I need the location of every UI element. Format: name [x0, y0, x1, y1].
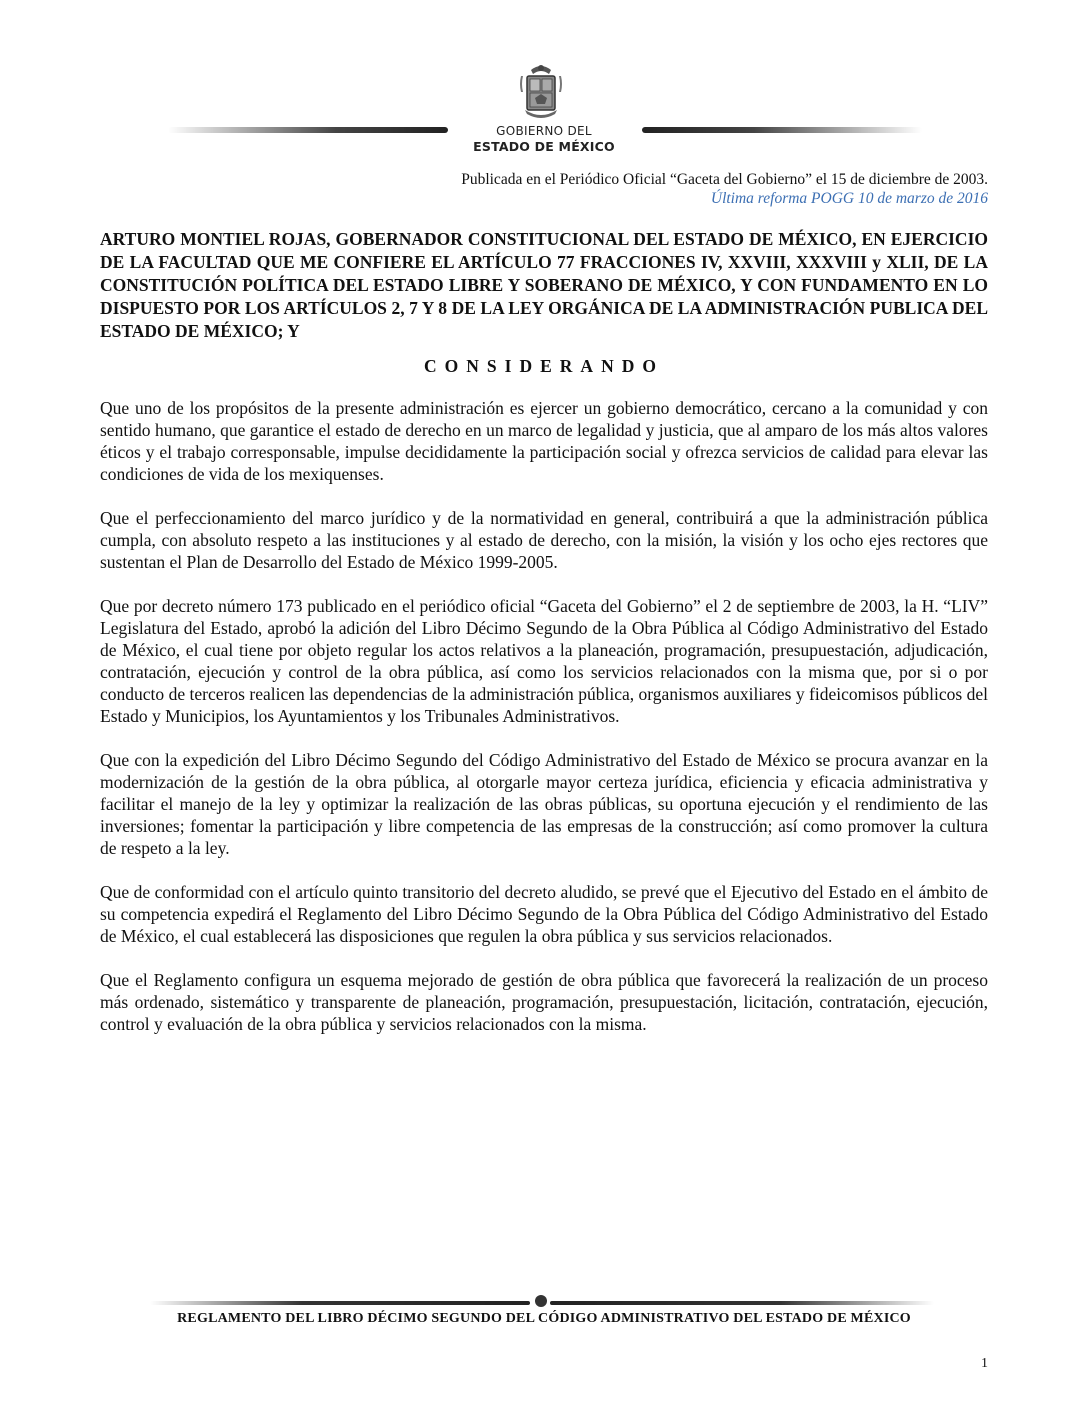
footer-dot-icon [535, 1295, 547, 1307]
considerando-heading: CONSIDERANDO [424, 356, 664, 376]
logo-line-gobierno: GOBIERNO DEL [496, 124, 592, 138]
document-body [100, 397, 988, 1057]
decree-preamble: ARTURO MONTIEL ROJAS, GOBERNADOR CONSTITUCIONAL DEL ESTADO DE MÉXICO, EN EJERCICIO DE LA FACULTAD QUE ME CONFIERE EL ARTÍCULO 77 FRACCIONES IV, XXVIII, XXXVIII y XLII, DE LA CONSTITUCIÓN POLÍTICA DEL ESTADO LIBRE Y SOBERANO DE MÉXICO, Y CON FUNDAMENTO EN LO DISPUESTO POR LOS ARTÍCULOS 2, 7 Y 8 DE LA LEY ORGÁNICA DE LA ADMINISTRACIÓN PUBLICA DEL ESTADO DE MÉXICO; Y [100, 229, 988, 341]
page-header [0, 0, 1088, 160]
footer-rule-right [550, 1301, 934, 1305]
government-logo-text [460, 124, 628, 154]
last-reform-date: Última reforma POGG 10 de marzo de 2016 [710, 190, 988, 207]
paragraph: Que el Reglamento configura un esquema mejorado de gestión de obra pública que favorecerá la realización de un proceso más ordenado, sistemático y transparente de planeación, programación, presupuestación, licitación, contratación, ejecución, control y evaluación de la obra pública y servicios relacionados con la misma. [100, 970, 988, 1034]
state-coat-of-arms-icon [517, 62, 565, 120]
paragraph: Que uno de los propósitos de la presente administración es ejercer un gobierno democrático, cercano a la comunidad y con sentido humano, que garantice el estado de derecho en un marco de legalidad y justicia, que al amparo de los más altos valores éticos y el trabajo corresponsable, impulse decididamente la participación social y ofrezca servicios de calidad para elevar las condiciones de vida de los mexiquenses. [100, 398, 988, 484]
footer-rule-left [150, 1301, 530, 1305]
paragraph: Que con la expedición del Libro Décimo Segundo del Código Administrativo del Estado de México se procura avanzar en la modernización de la gestión de la obra pública, al otorgarle mayor certeza jurídica, eficiencia y eficacia administrativa y facilitar el manejo de la ley y optimizar la realización de las obras públicas, su oportuna ejecución y el rendimiento de las inversiones; fomentar la participación y libre competencia de las empresas de la construcción; así como promover la cultura de respeto a la ley. [100, 750, 988, 858]
page-number: 1 [981, 1356, 988, 1371]
header-rule-right [642, 127, 922, 133]
logo-line-estado: ESTADO DE MÉXICO [473, 139, 615, 154]
paragraph: Que el perfeccionamiento del marco jurídico y de la normatividad en general, contribuirá a que la administración pública cumpla, con absoluto respeto a las instituciones y al estado de derecho, con la misión, la visión y los ocho ejes rectores que sustentan el Plan de Desarrollo del Estado de México 1999-2005. [100, 508, 988, 572]
footer-document-title: REGLAMENTO DEL LIBRO DÉCIMO SEGUNDO DEL CÓDIGO ADMINISTRATIVO DEL ESTADO DE MÉXICO [177, 1311, 911, 1326]
paragraph: Que de conformidad con el artículo quinto transitorio del decreto aludido, se prevé que el Ejecutivo del Estado en el ámbito de su competencia expedirá el Reglamento del Libro Décimo Segundo de la Obra Pública del Código Administrativo del Estado de México, el cual establecerá las disposiciones que regulen la obra pública y sus servicios relacionados. [100, 882, 988, 946]
publication-info [100, 170, 988, 208]
publication-date: Publicada en el Periódico Oficial “Gaceta del Gobierno” el 15 de diciembre de 2003. [461, 171, 988, 188]
paragraph: Que por decreto número 173 publicado en el periódico oficial “Gaceta del Gobierno” el 2 de septiembre de 2003, la H. “LIV” Legislatura del Estado, aprobó la adición del Libro Décimo Segundo de la Obra Pública al Código Administrativo del Estado de México, el cual tiene por objeto regular los actos relativos a la planeación, programación, presupuestación, adjudicación, contratación, ejecución y control de la obra pública, así como los servicios relacionados con la misma que, por si o por conducto de terceros realicen las dependencias de la administración pública, organismos auxiliares y fideicomisos públicos del Estado y Municipios, los Ayuntamientos y los Tribunales Administrativos. [100, 596, 988, 726]
header-rule-left [168, 127, 448, 133]
